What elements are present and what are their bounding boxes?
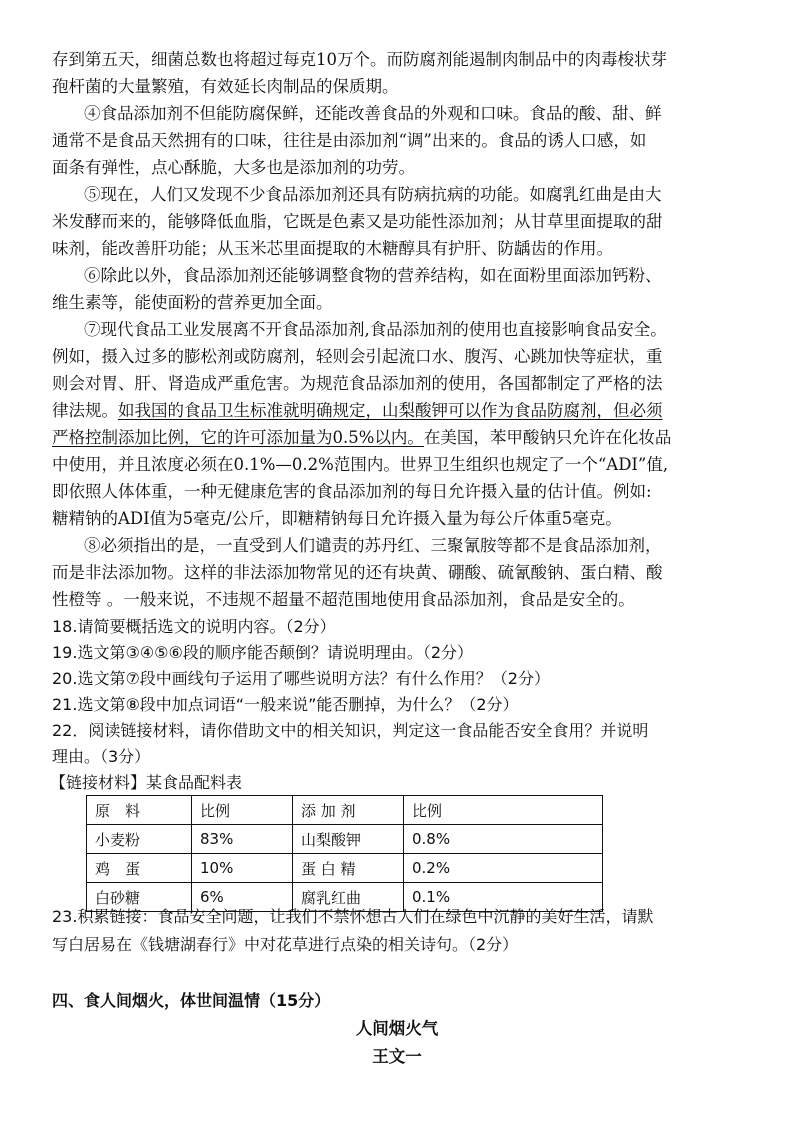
table-header-cell: 添 加 剂 [293, 796, 404, 825]
paragraph-5-start: ⑤现在，人们又发现不少食品添加剂还具有防病抗病的功能。如腐乳红曲是由大 [84, 185, 662, 204]
table-header-cell: 原 料 [87, 796, 192, 825]
passage-line: 孢杆菌的大量繁殖，有效延长肉制品的保质期。 [52, 77, 399, 96]
passage-line-with-underline [52, 425, 752, 451]
question-23: 23.积累链接：食品安全问题，让我们不禁怀想古人们在绿色中沉静的美好生活，请默 [52, 907, 654, 926]
passage-line: 而是非法添加物。这样的非法添加物常见的还有块黄、硼酸、硫氰酸钠、蛋白精、酸 [52, 563, 663, 582]
underlined-sentence: 严格控制添加比例，它的许可添加量为0.5%以内。 [52, 428, 424, 447]
table-cell: 小麦粉 [87, 825, 192, 854]
passage-line: 维生素等，能使面粉的营养更加全面。 [52, 293, 333, 312]
table-cell: 6% [192, 883, 293, 912]
question-22-cont: 理由。（3分） [52, 747, 151, 766]
table-row [87, 825, 603, 854]
table-cell: 腐乳红曲 [293, 883, 404, 912]
table-cell: 山梨酸钾 [293, 825, 404, 854]
link-material-title: 【链接材料】某食品配料表 [50, 773, 243, 792]
passage-line-with-underline [52, 398, 752, 424]
passage-line: 存到第五天，细菌总数也将超过每克10万个。而防腐剂能遏制肉制品中的肉毒梭状芽 [52, 50, 667, 69]
passage-line: 面条有弹性，点心酥脆，大多也是添加剂的功劳。 [52, 158, 415, 177]
section-heading: 四、食人间烟火，体世间温情（15分） [52, 991, 331, 1010]
question-20: 20.选文第⑦段中画线句子运用了哪些说明方法？有什么作用？（2分） [52, 669, 550, 688]
passage-line: 则会对胃、肝、肾造成严重危害。为规范食品添加剂的使用，各国都制定了严格的法 [52, 374, 663, 393]
question-22: 22．阅读链接材料，请你借助文中的相关知识，判定这一食品能否安全食用？并说明 [52, 721, 649, 740]
paragraph-6-start: ⑥除此以外，食品添加剂还能够调整食物的营养结构，如在面粉里面添加钙粉、 [84, 266, 662, 285]
paragraph-4-start: ④食品添加剂不但能防腐保鲜，还能改善食品的外观和口味。食品的酸、甜、鲜 [84, 104, 662, 123]
question-19: 19.选文第③④⑤⑥段的顺序能否颠倒？请说明理由。（2分） [52, 643, 474, 662]
passage-line: 性橙等 。一般来说，不违规不超量不超范围地使用食品添加剂，食品是安全的。 [52, 590, 635, 609]
table-cell: 0.2% [404, 854, 603, 883]
question-23-cont: 写白居易在《钱塘湖春行》中对花草进行点染的相关诗句。（2分） [52, 935, 519, 954]
table-cell: 83% [192, 825, 293, 854]
passage-line: 即依照人体体重，一种无健康危害的食品添加剂的每日允许摄入量的估计值。例如: [52, 482, 652, 501]
text-plain: 律法规。 [52, 401, 118, 420]
next-passage-author: 王文一 [372, 1047, 422, 1066]
underlined-sentence: 如我国的食品卫生标准就明确规定，山梨酸钾可以作为食品防腐剂，但必须 [118, 401, 663, 420]
next-passage-title: 人间烟火气 [355, 1019, 439, 1038]
table-cell: 0.8% [404, 825, 603, 854]
table-header-cell: 比例 [192, 796, 293, 825]
paragraph-7-start: ⑦现代食品工业发展离不开食品添加剂,食品添加剂的使用也直接影响食品安全。 [84, 320, 667, 339]
table-cell: 鸡 蛋 [87, 854, 192, 883]
passage-line: 糖精钠的ADI值为5毫克/公斤，即糖精钠每日允许摄入量为每公斤体重5毫克。 [52, 509, 622, 528]
table-cell: 10% [192, 854, 293, 883]
table-cell: 0.1% [404, 883, 603, 912]
passage-line: 味剂，能改善肝功能；从玉米芯里面提取的木糖醇具有护肝、防龋齿的作用。 [52, 239, 613, 258]
ingredient-table [86, 795, 603, 912]
text-plain: 在美国，苯甲酸钠只允许在化妆品 [423, 428, 672, 447]
table-header-row [87, 796, 603, 825]
question-18: 18.请简要概括选文的说明内容。（2分） [52, 617, 336, 636]
question-21: 21.选文第⑧段中加点词语“一般来说”能否删掉，为什么？（2分） [52, 695, 519, 714]
table-row [87, 854, 603, 883]
table-cell: 蛋 白 精 [293, 854, 404, 883]
passage-line: 通常不是食品天然拥有的口味，往往是由添加剂“调”出来的。食品的诱人口感，如 [52, 131, 647, 150]
table-cell: 白砂糖 [87, 883, 192, 912]
passage-line: 米发酵而来的，能够降低血脂，它既是色素又是功能性添加剂；从甘草里面提取的甜 [52, 212, 663, 231]
passage-line: 中使用，并且浓度必须在0.1%—0.2%范围内。世界卫生组织也规定了一个“ADI”值, [52, 455, 669, 474]
passage-line: 例如，摄入过多的膨松剂或防腐剂，轻则会引起流口水、腹泻、心跳加快等症状，重 [52, 347, 663, 366]
table-header-cell: 比例 [404, 796, 603, 825]
paragraph-8-start: ⑧必须指出的是，一直受到人们谴责的苏丹红、三聚氰胺等都不是食品添加剂， [84, 536, 662, 555]
